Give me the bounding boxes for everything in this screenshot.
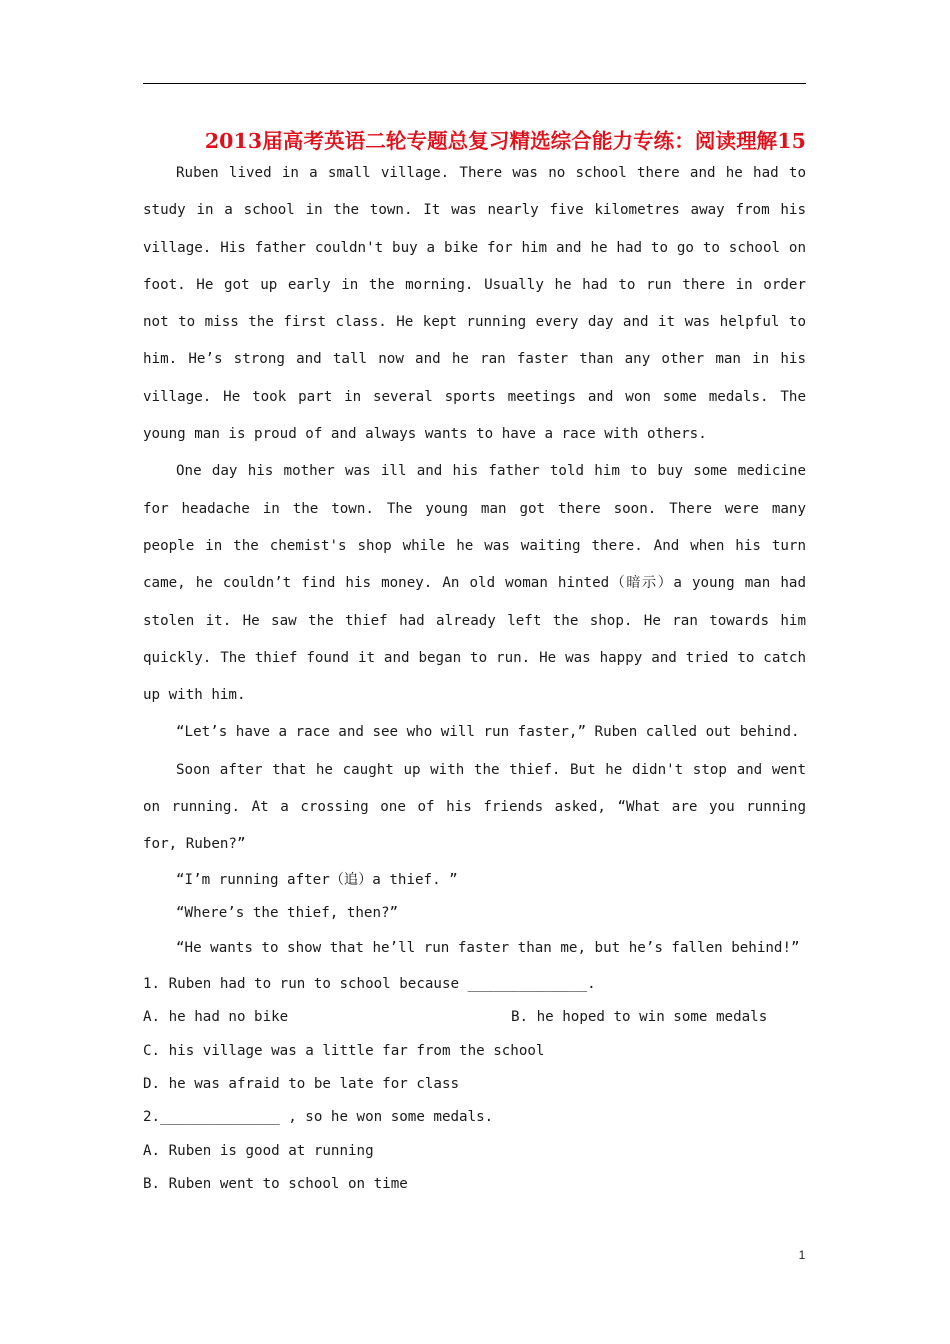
paragraph-4: Soon after that he caught up with the thief. But he didn't stop and went on running. At a crossing one of his friends asked, “What are you running for, Ruben?” bbox=[143, 761, 806, 853]
paragraph-5: “I’m running after（追）a thief. ” bbox=[176, 871, 458, 888]
question-1-option-d: D. he was afraid to be late for class bbox=[143, 1075, 460, 1092]
paragraph-6: “Where’s the thief, then?” bbox=[176, 905, 399, 922]
paragraph-1: Ruben lived in a small village. There was no school there and he had to study in a school in the town. It was nearly five kilometres away from his village. His father couldn't buy a bike for him and he had to go to school on foot. He got up early in the morning. Usually he had to run there in order not to miss the first class. He kept running every day and it was helpful to him. He’s strong and tall now and he ran faster than any other man in his village. He took part in several sports meetings and won some medals. The young man is proud of and always wants to have a race with others. bbox=[143, 165, 806, 443]
question-1-option-a: A. he had no bike bbox=[143, 1009, 289, 1026]
question-1-options-row bbox=[143, 1001, 806, 1034]
article-body bbox=[143, 155, 806, 1202]
question-2-stem: 2.______________ , so he won some medals. bbox=[143, 1109, 494, 1126]
header-rule bbox=[143, 83, 806, 84]
question-2 bbox=[143, 1101, 806, 1201]
question-2-option-a: A. Ruben is good at running bbox=[143, 1142, 374, 1159]
page-number: 1 bbox=[798, 1248, 806, 1262]
question-1 bbox=[143, 968, 806, 1102]
question-2-option-b: B. Ruben went to school on time bbox=[143, 1176, 408, 1193]
question-1-option-c: C. his village was a little far from the school bbox=[143, 1042, 545, 1059]
document-title: 2013届高考英语二轮专题总复习精选综合能力专练：阅读理解15 bbox=[204, 129, 806, 153]
paragraph-2: One day his mother was ill and his father told him to buy some medicine for headache in the town. The young man got there soon. There were many people in the chemist's shop while he was waiting there. And when his turn came, he couldn’t find his money. An old woman hinted（暗示）a young man had stolen it. He saw the thief had already left the shop. He ran towards him quickly. The thief found it and began to run. He was happy and tried to catch up with him. bbox=[143, 463, 806, 704]
question-1-option-b: B. he hoped to win some medals bbox=[511, 1009, 768, 1026]
paragraph-7: “He wants to show that he’ll run faster than me, but he’s fallen behind!” bbox=[176, 940, 800, 957]
paragraph-3: “Let’s have a race and see who will run faster,” Ruben called out behind. bbox=[176, 724, 800, 741]
question-1-stem: 1. Ruben had to run to school because ______________. bbox=[143, 975, 596, 992]
